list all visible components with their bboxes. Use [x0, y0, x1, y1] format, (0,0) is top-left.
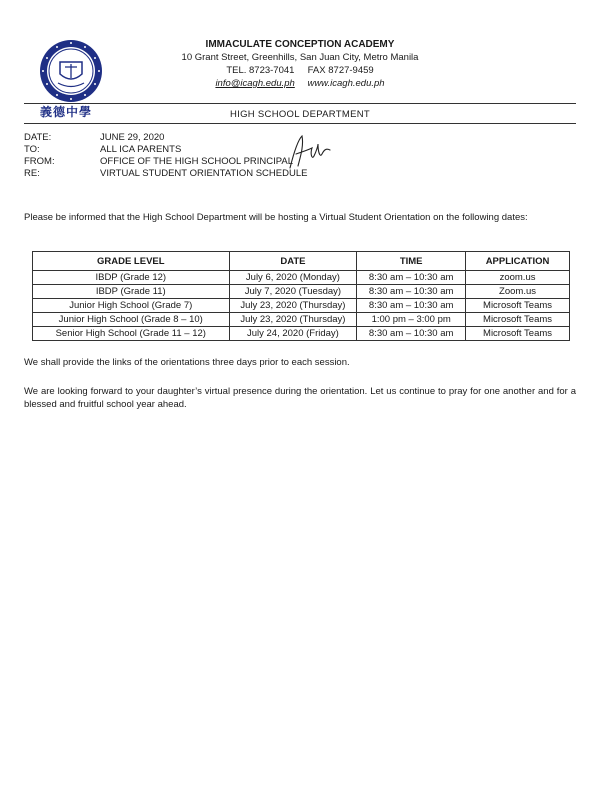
table-cell: Junior High School (Grade 7)	[33, 299, 230, 313]
intro-paragraph: Please be informed that the High School Department will be hosting a Virtual Student Orientation on the following dates:	[24, 212, 528, 223]
orientation-schedule-table	[32, 251, 570, 341]
links-note-paragraph: We shall provide the links of the orientations three days prior to each session.	[24, 357, 350, 368]
header-divider-bottom	[24, 123, 576, 124]
column-header-grade-level: GRADE LEVEL	[33, 252, 230, 271]
phone-number: TEL. 8723-7041	[226, 65, 295, 76]
table-cell: zoom.us	[466, 271, 570, 285]
department-title: HIGH SCHOOL DEPARTMENT	[230, 109, 370, 120]
handwritten-signature-icon	[284, 132, 334, 174]
table-cell: Senior High School (Grade 11 – 12)	[33, 327, 230, 341]
table-cell: July 23, 2020 (Thursday)	[229, 299, 357, 313]
table-cell: July 7, 2020 (Tuesday)	[229, 285, 357, 299]
table-cell: Zoom.us	[466, 285, 570, 299]
table-cell: July 24, 2020 (Friday)	[229, 327, 357, 341]
fax-number: FAX 8727-9459	[307, 65, 374, 76]
memo-from-row	[24, 156, 307, 168]
table-row	[33, 271, 570, 285]
column-header-application: APPLICATION	[466, 252, 570, 271]
table-cell: July 23, 2020 (Thursday)	[229, 313, 357, 327]
table-cell: 1:00 pm – 3:00 pm	[357, 313, 466, 327]
memo-re-label: RE:	[24, 168, 40, 179]
memo-to-label: TO:	[24, 144, 40, 155]
closing-paragraph: We are looking forward to your daughter’s virtual presence during the orientation. Let us continue to pray for one another and for a blessed and fruitful school year ahead.	[24, 386, 576, 410]
memo-from-value: OFFICE OF THE HIGH SCHOOL PRINCIPAL	[100, 156, 294, 167]
school-seal-icon	[38, 38, 104, 104]
table-cell: IBDP (Grade 12)	[33, 271, 230, 285]
table-row	[33, 299, 570, 313]
memo-to-row	[24, 144, 307, 156]
memo-re-value: VIRTUAL STUDENT ORIENTATION SCHEDULE	[100, 168, 308, 179]
letterhead	[150, 38, 450, 90]
table-cell: Microsoft Teams	[466, 313, 570, 327]
table-cell: 8:30 am – 10:30 am	[357, 285, 466, 299]
table-cell: 8:30 am – 10:30 am	[357, 299, 466, 313]
table-row	[33, 285, 570, 299]
memo-date-label: DATE:	[24, 132, 52, 143]
chinese-school-name: 義德中學	[40, 105, 93, 119]
memo-date-value: JUNE 29, 2020	[100, 132, 165, 143]
table-row	[33, 313, 570, 327]
email-link[interactable]: info@icagh.edu.ph	[215, 78, 295, 89]
table-cell: Microsoft Teams	[466, 327, 570, 341]
header-divider-top	[24, 103, 576, 104]
memo-header	[24, 132, 307, 180]
table-cell: 8:30 am – 10:30 am	[357, 271, 466, 285]
column-header-time: TIME	[357, 252, 466, 271]
table-row	[33, 327, 570, 341]
table-cell: Junior High School (Grade 8 – 10)	[33, 313, 230, 327]
table-cell: 8:30 am – 10:30 am	[357, 327, 466, 341]
website-link[interactable]: www.icagh.edu.ph	[307, 78, 385, 89]
memo-re-row	[24, 168, 307, 180]
memo-date-row	[24, 132, 307, 144]
school-address: 10 Grant Street, Greenhills, San Juan City, Metro Manila	[181, 52, 419, 63]
table-header-row	[33, 252, 570, 271]
contact-numbers	[150, 64, 450, 77]
column-header-date: DATE	[229, 252, 357, 271]
contact-links	[150, 77, 450, 90]
table-cell: IBDP (Grade 11)	[33, 285, 230, 299]
memo-from-label: FROM:	[24, 156, 55, 167]
memo-to-value: ALL ICA PARENTS	[100, 144, 182, 155]
table-cell: July 6, 2020 (Monday)	[229, 271, 357, 285]
table-cell: Microsoft Teams	[466, 299, 570, 313]
school-name: IMMACULATE CONCEPTION ACADEMY	[205, 39, 395, 50]
